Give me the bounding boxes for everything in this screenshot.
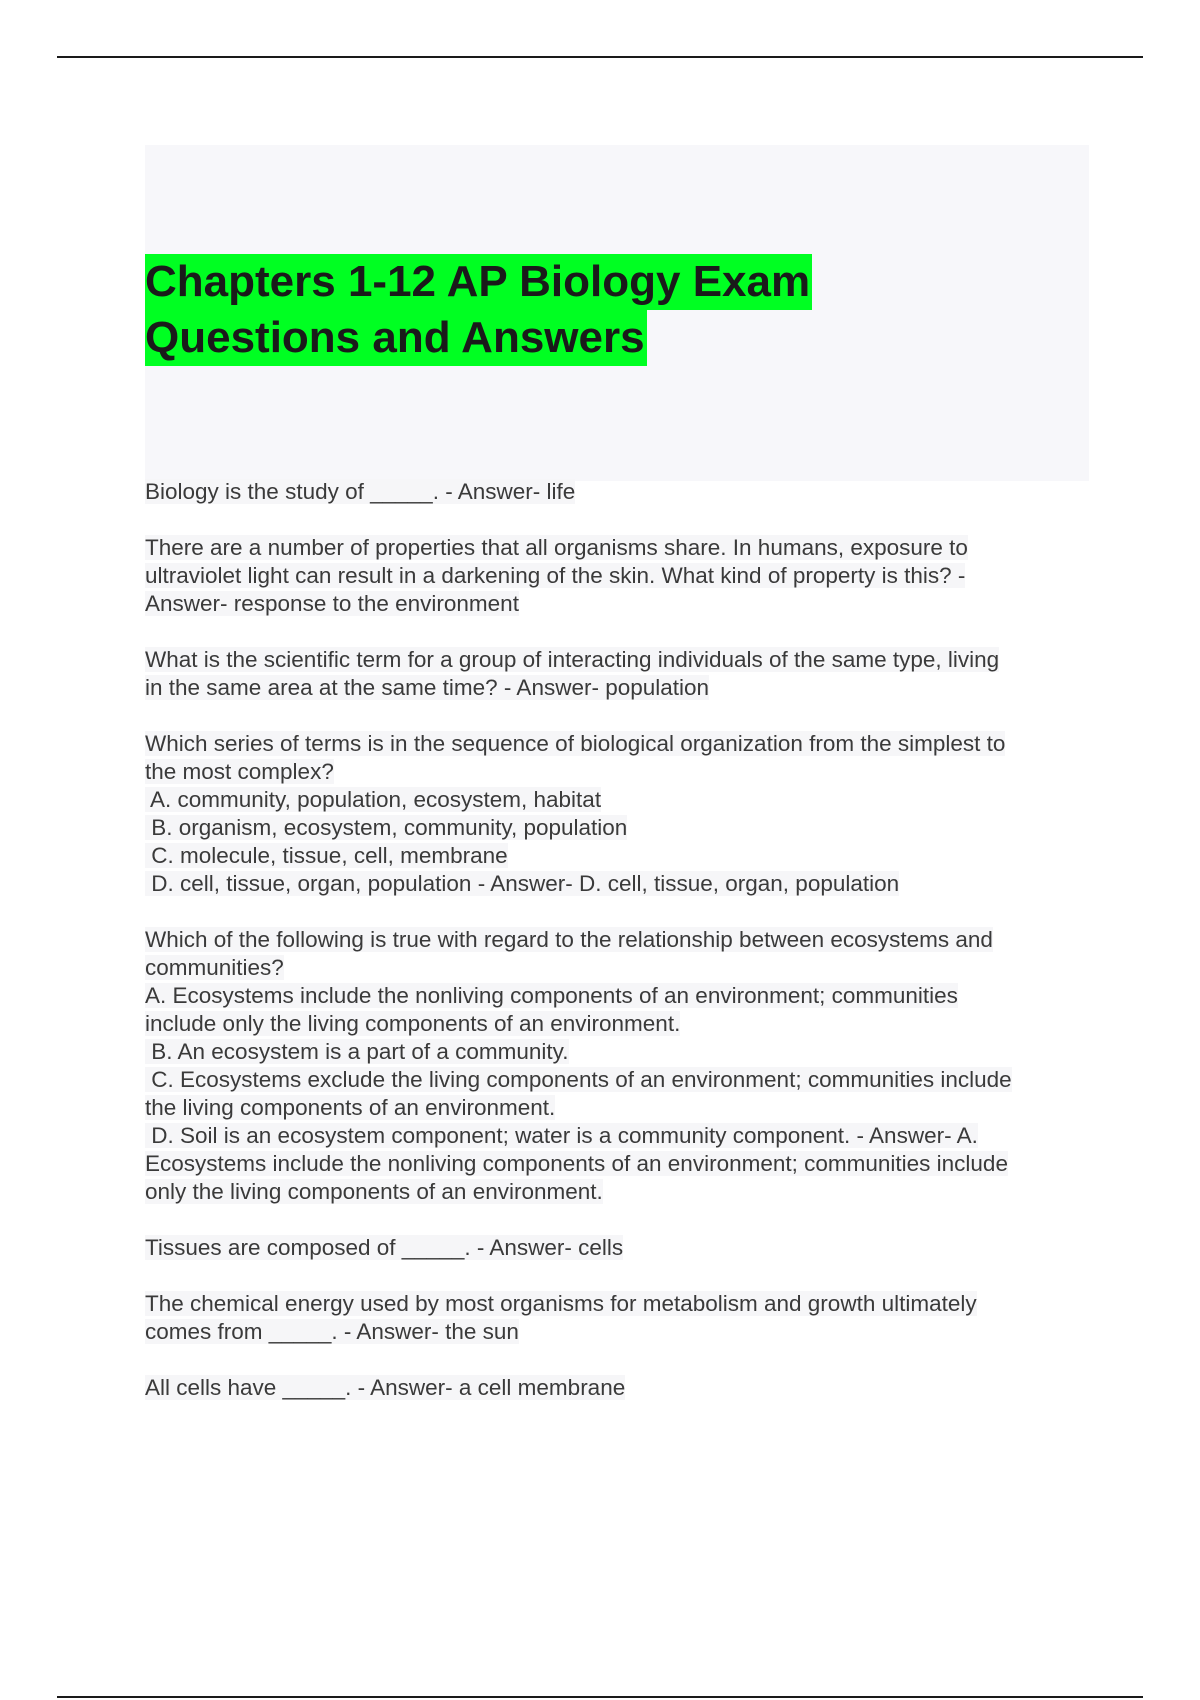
qa-line (145, 1374, 1085, 1402)
qa-line (145, 842, 1085, 870)
qa-line-text: B. An ecosystem is a part of a community. (145, 1039, 569, 1064)
qa-line-text: in the same area at the same time? - Answer- population (145, 675, 710, 700)
qa-line (145, 1010, 1085, 1038)
qa-item (145, 1234, 1085, 1262)
qa-line (145, 1066, 1085, 1094)
qa-line-text: comes from _____. - Answer- the sun (145, 1319, 519, 1344)
qa-line-text: Tissues are composed of _____. - Answer- cells (145, 1235, 624, 1260)
qa-item (145, 478, 1085, 506)
qa-item (145, 1374, 1085, 1402)
qa-line (145, 478, 1085, 506)
qa-line (145, 786, 1085, 814)
qa-line-text: B. organism, ecosystem, community, population (145, 815, 628, 840)
qa-line (145, 1122, 1085, 1150)
qa-line (145, 982, 1085, 1010)
qa-line (145, 870, 1085, 898)
qa-line (145, 674, 1085, 702)
qa-line-text: D. cell, tissue, organ, population - Answer- D. cell, tissue, organ, population (145, 871, 900, 896)
qa-line (145, 814, 1085, 842)
qa-line-text: A. Ecosystems include the nonliving components of an environment; communities (145, 983, 958, 1008)
qa-line-text: What is the scientific term for a group of interacting individuals of the same type, living (145, 647, 1000, 672)
qa-line (145, 590, 1085, 618)
qa-line-text: The chemical energy used by most organisms for metabolism and growth ultimately (145, 1291, 977, 1316)
qa-line-text: D. Soil is an ecosystem component; water is a community component. - Answer- A. (145, 1123, 978, 1148)
qa-line-text: the living components of an environment. (145, 1095, 556, 1120)
qa-line-text: only the living components of an environment. (145, 1179, 603, 1204)
qa-line-text: include only the living components of an environment. (145, 1011, 681, 1036)
qa-line (145, 1290, 1085, 1318)
bottom-rule (57, 1696, 1143, 1698)
qa-line (145, 1150, 1085, 1178)
qa-line (145, 1038, 1085, 1066)
qa-line (145, 954, 1085, 982)
qa-line-text: C. Ecosystems exclude the living components of an environment; communities include (145, 1067, 1012, 1092)
qa-line-text: A. community, population, ecosystem, habitat (145, 787, 602, 812)
qa-line-text: Biology is the study of _____. - Answer- life (145, 479, 576, 504)
qa-line-text: Answer- response to the environment (145, 591, 519, 616)
qa-line (145, 926, 1085, 954)
qa-line-text: Which series of terms is in the sequence of biological organization from the simplest to (145, 731, 1006, 756)
qa-item (145, 646, 1085, 702)
qa-line (145, 730, 1085, 758)
qa-item (145, 534, 1085, 618)
qa-line-text: All cells have _____. - Answer- a cell membrane (145, 1375, 626, 1400)
qa-line (145, 758, 1085, 786)
qa-item (145, 926, 1085, 1206)
qa-line-text: the most complex? (145, 759, 334, 784)
qa-line (145, 562, 1085, 590)
title-line-1: Chapters 1-12 AP Biology Exam (145, 254, 812, 310)
qa-line (145, 646, 1085, 674)
top-rule (57, 56, 1143, 58)
document-title (145, 254, 812, 366)
title-line-2: Questions and Answers (145, 310, 647, 366)
qa-line-text: There are a number of properties that all organisms share. In humans, exposure to (145, 535, 968, 560)
qa-line-text: Ecosystems include the nonliving components of an environment; communities include (145, 1151, 1008, 1176)
qa-list (145, 478, 1085, 1430)
qa-line-text: Which of the following is true with regard to the relationship between ecosystems and (145, 927, 993, 952)
qa-line (145, 1234, 1085, 1262)
qa-line-text: C. molecule, tissue, cell, membrane (145, 843, 508, 868)
qa-line (145, 1094, 1085, 1122)
qa-line-text: ultraviolet light can result in a darkening of the skin. What kind of property is this? - (145, 563, 966, 588)
qa-line (145, 1178, 1085, 1206)
qa-item (145, 730, 1085, 898)
qa-item (145, 1290, 1085, 1346)
qa-line (145, 534, 1085, 562)
qa-line (145, 1318, 1085, 1346)
qa-line-text: communities? (145, 955, 284, 980)
